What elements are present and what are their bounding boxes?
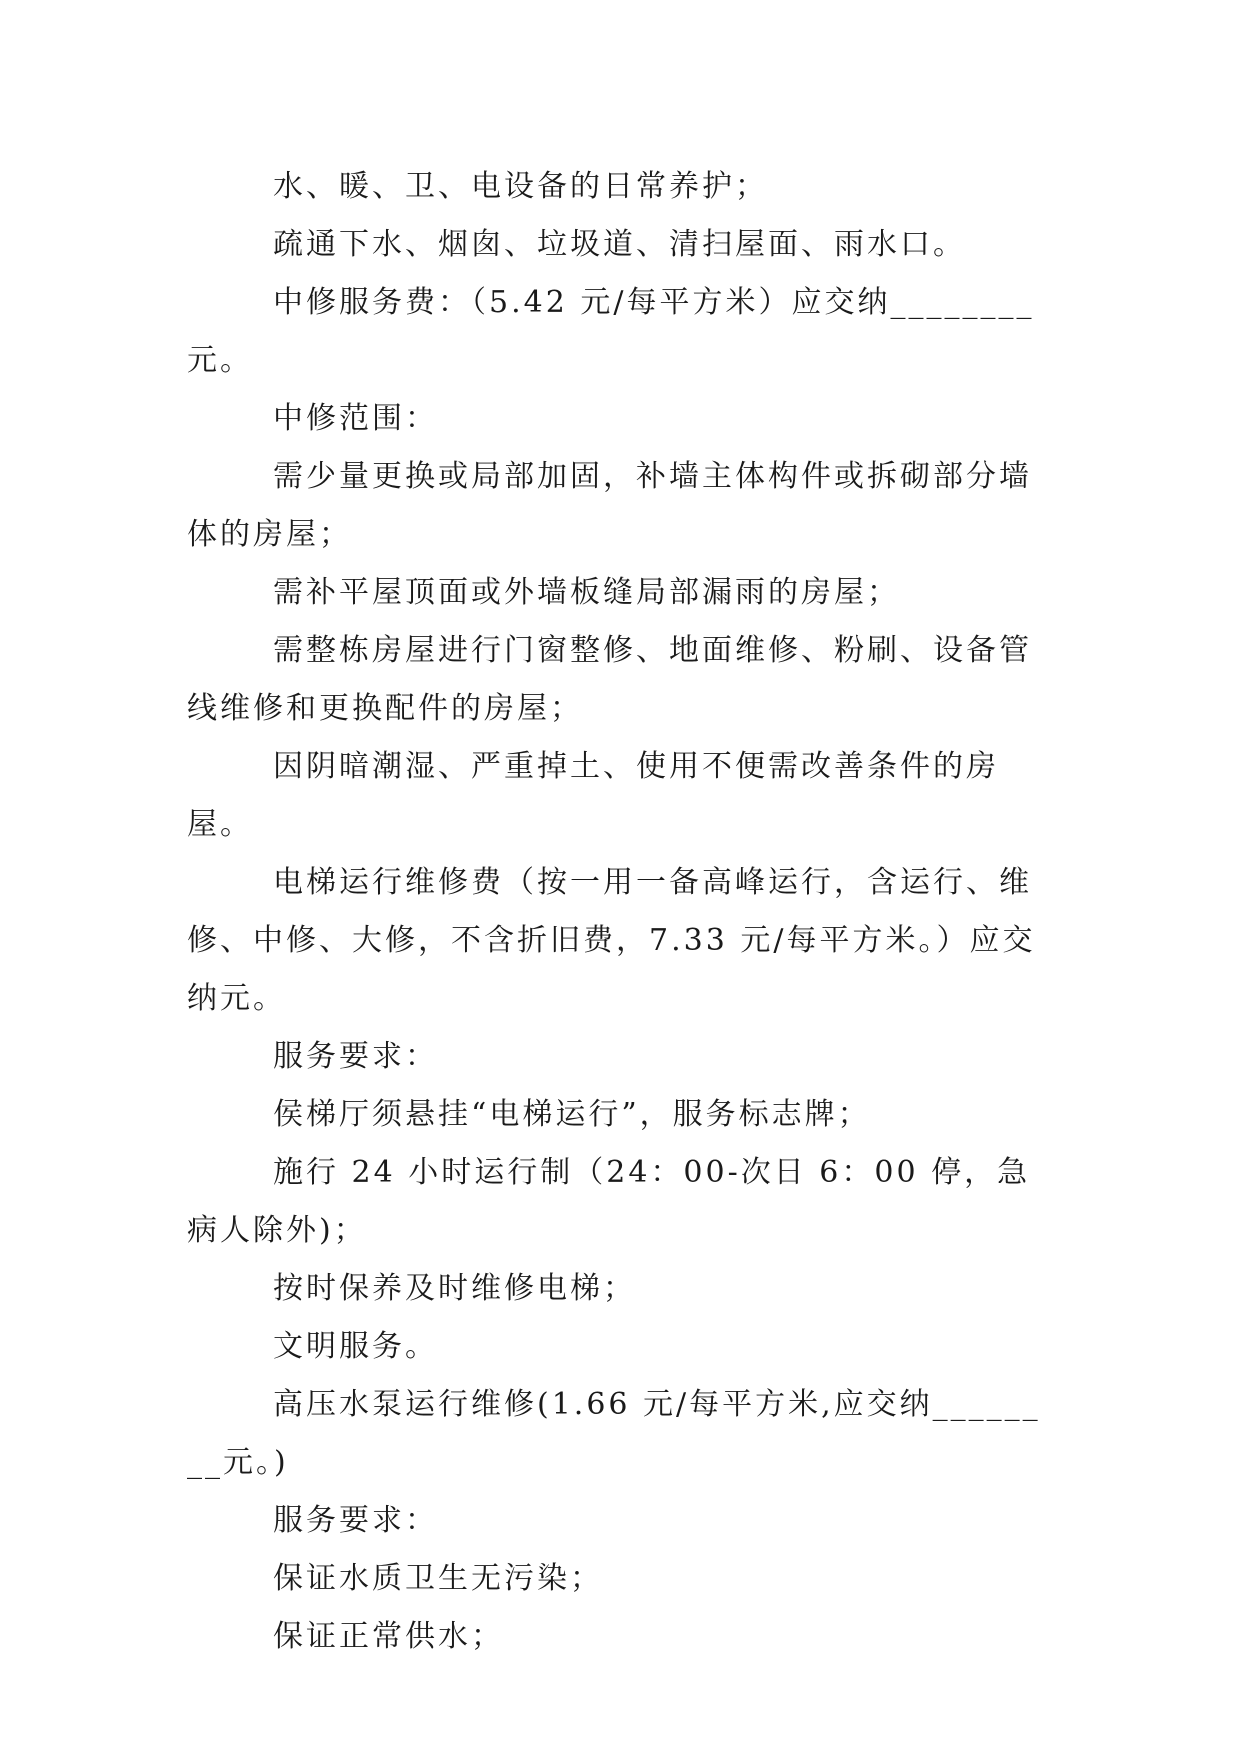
paragraph-scope-reinforcement: 需少量更换或局部加固，补墙主体构件或拆砌部分墙体的房屋； — [187, 459, 1032, 552]
paragraph-service-requirements-heading: 服务要求： — [273, 1039, 438, 1074]
paragraph-elevator-fee: 电梯运行维修费（按一用一备高峰运行，含运行、维修、中修、大修，不含折旧费，7.33 元/每平方米。）应交纳元。 — [187, 865, 1036, 1016]
paragraph-drain-cleaning: 疏通下水、烟囱、垃圾道、清扫屋面、雨水口。 — [273, 227, 966, 262]
paragraph-service-requirements-heading-2: 服务要求： — [273, 1503, 438, 1538]
paragraph-elevator-hours: 施行 24 小时运行制（24：00-次日 6：00 停，急病人除外)； — [187, 1155, 1031, 1248]
paragraph-daily-maintenance: 水、暖、卫、电设备的日常养护； — [273, 169, 768, 204]
paragraph-medium-repair-fee: 中修服务费：（5.42 元/每平方米）应交纳________元。 — [187, 285, 1035, 378]
paragraph-water-supply: 保证正常供水； — [273, 1619, 504, 1654]
paragraph-medium-repair-scope-heading: 中修范围： — [273, 401, 438, 436]
paragraph-scope-damp: 因阴暗潮湿、严重掉土、使用不便需改善条件的房屋。 — [187, 749, 999, 842]
paragraph-elevator-maintenance: 按时保养及时维修电梯； — [273, 1271, 636, 1306]
paragraph-water-quality: 保证水质卫生无污染； — [273, 1561, 603, 1596]
paragraph-civil-service: 文明服务。 — [273, 1329, 438, 1364]
paragraph-water-pump-fee: 高压水泵运行维修(1.66 元/每平方米,应交纳________元。) — [187, 1387, 1041, 1480]
paragraph-scope-roof-leak: 需补平屋顶面或外墙板缝局部漏雨的房屋； — [273, 575, 900, 610]
document-page — [187, 158, 1047, 1666]
paragraph-elevator-sign: 侯梯厅须悬挂“电梯运行”，服务标志牌； — [273, 1097, 871, 1132]
paragraph-scope-whole-building: 需整栋房屋进行门窗整修、地面维修、粉刷、设备管线维修和更换配件的房屋； — [187, 633, 1032, 726]
